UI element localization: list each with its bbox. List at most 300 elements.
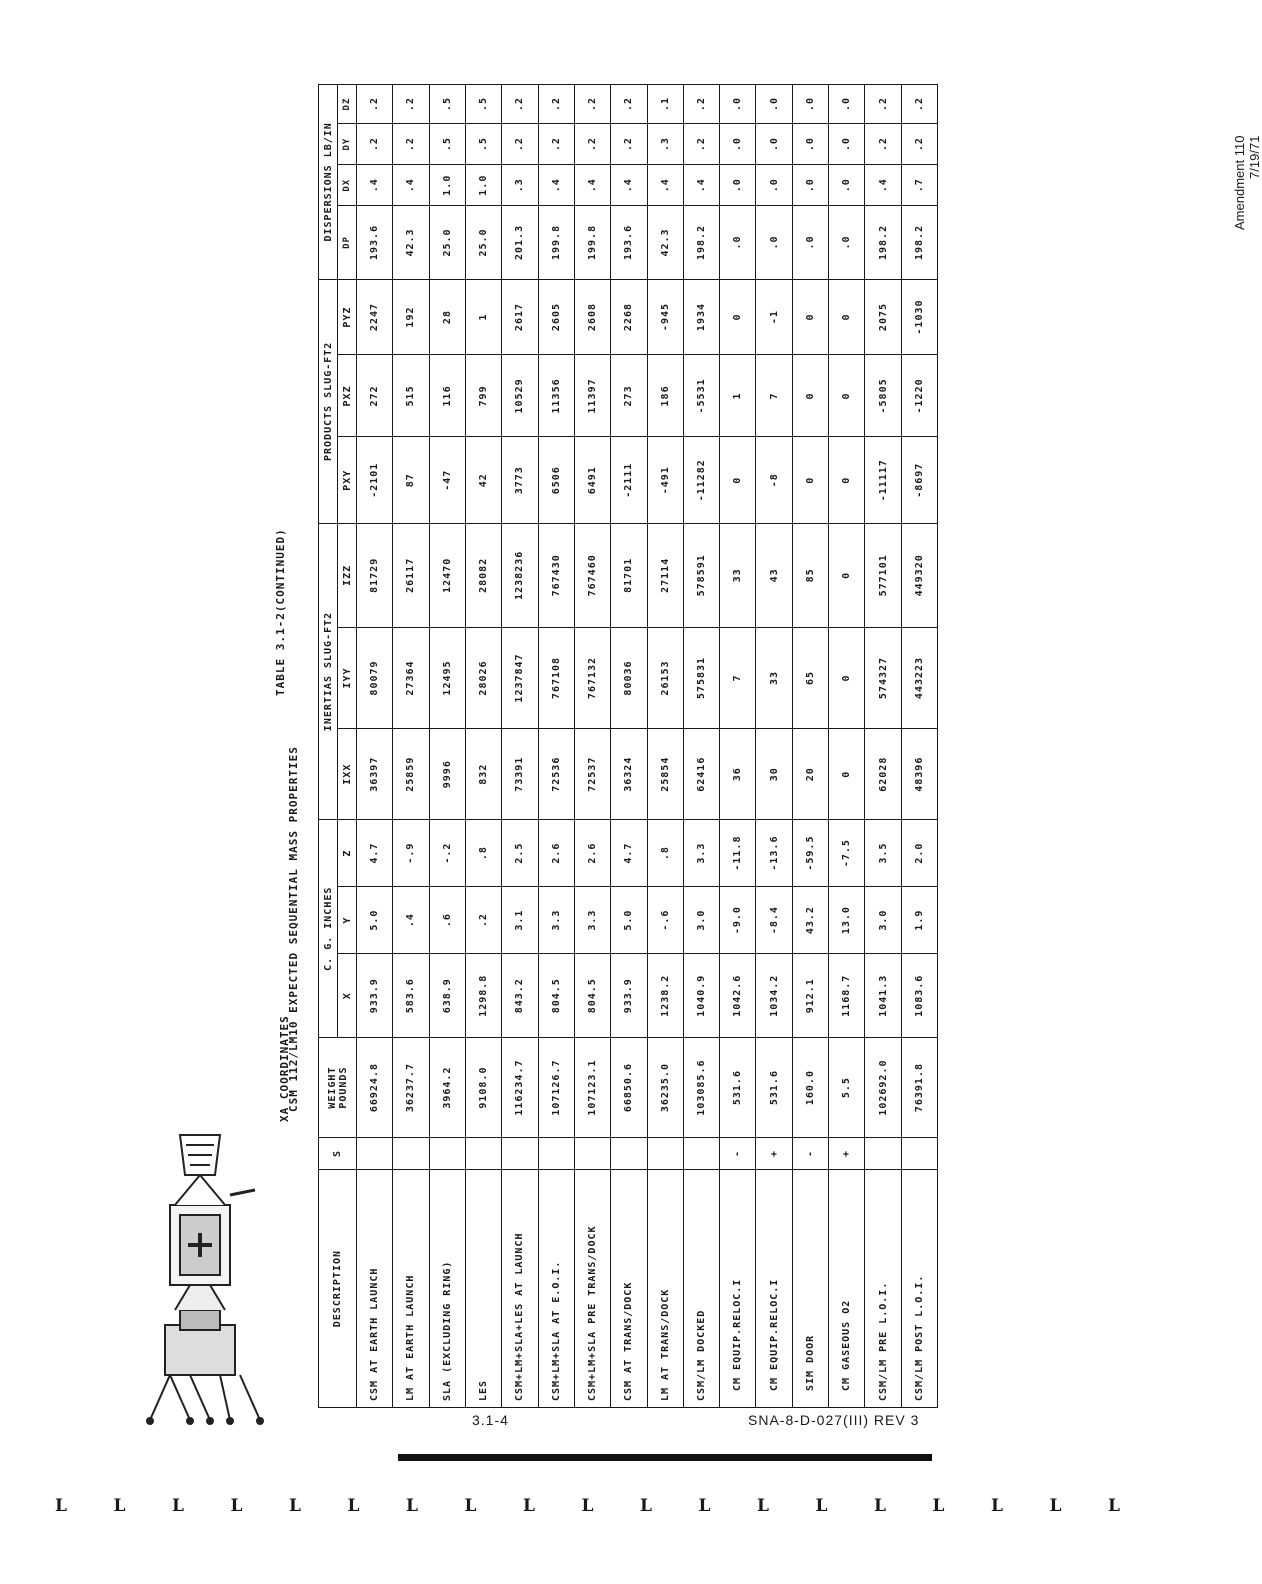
row-description: CSM+LM+SLA+LES AT LAUNCH bbox=[502, 1170, 538, 1408]
row-description: CSM AT EARTH LAUNCH bbox=[357, 1170, 393, 1408]
table-cell: 3.3 bbox=[683, 820, 719, 887]
table-cell: .2 bbox=[611, 124, 647, 165]
tab-mark: L bbox=[815, 1496, 828, 1516]
table-cell: 443223 bbox=[901, 627, 937, 729]
table-cell: 62028 bbox=[865, 729, 901, 820]
table-row bbox=[538, 85, 574, 1408]
table-row bbox=[574, 85, 610, 1408]
tab-mark: L bbox=[523, 1496, 535, 1516]
tab-mark: L bbox=[874, 1496, 886, 1516]
table-cell: 0 bbox=[829, 523, 865, 627]
table-cell: 3.3 bbox=[574, 887, 610, 954]
table-cell: -.2 bbox=[429, 820, 465, 887]
table-cell: .0 bbox=[829, 85, 865, 124]
table-cell: -5805 bbox=[865, 355, 901, 437]
spacecraft-illustration bbox=[130, 1135, 270, 1435]
table-cell: .0 bbox=[792, 206, 828, 279]
table-row bbox=[647, 85, 683, 1408]
table-cell bbox=[574, 1137, 610, 1169]
tab-mark: L bbox=[172, 1496, 184, 1516]
table-cell: .2 bbox=[683, 124, 719, 165]
table-cell: .0 bbox=[792, 124, 828, 165]
table-cell: 2605 bbox=[538, 279, 574, 355]
table-cell: .3 bbox=[647, 124, 683, 165]
table-cell: -11.8 bbox=[720, 820, 756, 887]
table-cell: 4.7 bbox=[357, 820, 393, 887]
table-cell: 2617 bbox=[502, 279, 538, 355]
table-cell: 531.6 bbox=[756, 1038, 792, 1137]
table-cell: .4 bbox=[865, 165, 901, 206]
row-description: LES bbox=[465, 1170, 501, 1408]
table-cell: 42.3 bbox=[647, 206, 683, 279]
document-id: SNA-8-D-027(III) REV 3 bbox=[748, 1412, 920, 1428]
table-cell: .0 bbox=[829, 206, 865, 279]
table-cell: 804.5 bbox=[574, 954, 610, 1038]
table-cell: .0 bbox=[720, 85, 756, 124]
row-description: CM EQUIP.RELOC.I bbox=[720, 1170, 756, 1408]
table-cell: 65 bbox=[792, 627, 828, 729]
table-cell: 36235.0 bbox=[647, 1038, 683, 1137]
table-cell: 193.6 bbox=[611, 206, 647, 279]
table-row bbox=[502, 85, 538, 1408]
table-cell: .0 bbox=[756, 165, 792, 206]
table-cell: 2.6 bbox=[538, 820, 574, 887]
table-cell: 0 bbox=[829, 627, 865, 729]
table-cell bbox=[538, 1137, 574, 1169]
table-cell: - bbox=[792, 1137, 828, 1169]
table-cell: -.9 bbox=[393, 820, 429, 887]
table-cell: -1220 bbox=[901, 355, 937, 437]
table-cell: .2 bbox=[538, 124, 574, 165]
coordinates-label: XA COORDINATES bbox=[278, 1015, 291, 1122]
table-cell: 198.2 bbox=[683, 206, 719, 279]
table-cell: 515 bbox=[393, 355, 429, 437]
table-cell: 2075 bbox=[865, 279, 901, 355]
table-cell: .2 bbox=[865, 85, 901, 124]
table-cell: .2 bbox=[538, 85, 574, 124]
table-cell: 3.5 bbox=[865, 820, 901, 887]
table-cell: 72537 bbox=[574, 729, 610, 820]
table-row bbox=[720, 85, 756, 1408]
table-cell: 0 bbox=[829, 279, 865, 355]
table-cell: 638.9 bbox=[429, 954, 465, 1038]
table-cell: 85 bbox=[792, 523, 828, 627]
table-row bbox=[829, 85, 865, 1408]
table-cell: 192 bbox=[393, 279, 429, 355]
table-row bbox=[465, 85, 501, 1408]
table-cell: 1238.2 bbox=[647, 954, 683, 1038]
table-cell: 36237.7 bbox=[393, 1038, 429, 1137]
col-weight bbox=[319, 1038, 357, 1137]
table-cell: 25.0 bbox=[465, 206, 501, 279]
table-cell: 0 bbox=[720, 437, 756, 523]
table-cell bbox=[393, 1137, 429, 1169]
col-dispersions: DISPERSIONS LB/IN bbox=[319, 85, 338, 280]
table-cell: 6491 bbox=[574, 437, 610, 523]
row-description: CSM+LM+SLA AT E.O.I. bbox=[538, 1170, 574, 1408]
table-cell: -11282 bbox=[683, 437, 719, 523]
table-row bbox=[429, 85, 465, 1408]
table-cell: .2 bbox=[502, 85, 538, 124]
table-cell: 3.3 bbox=[538, 887, 574, 954]
table-cell: 33 bbox=[756, 627, 792, 729]
col-dz: DZ bbox=[338, 85, 357, 124]
table-cell: .0 bbox=[756, 124, 792, 165]
table-cell: 25854 bbox=[647, 729, 683, 820]
table-cell: 36324 bbox=[611, 729, 647, 820]
table-cell bbox=[465, 1137, 501, 1169]
table-cell: 575831 bbox=[683, 627, 719, 729]
table-cell bbox=[865, 1137, 901, 1169]
footer-rule bbox=[398, 1454, 932, 1461]
table-cell: 11397 bbox=[574, 355, 610, 437]
table-cell bbox=[502, 1137, 538, 1169]
table-cell: 80079 bbox=[357, 627, 393, 729]
table-cell: 43 bbox=[756, 523, 792, 627]
row-description: CSM/LM POST L.O.I. bbox=[901, 1170, 937, 1408]
col-dx: DX bbox=[338, 165, 357, 206]
table-cell: 3773 bbox=[502, 437, 538, 523]
table-cell: 3.0 bbox=[865, 887, 901, 954]
table-cell: 933.9 bbox=[611, 954, 647, 1038]
tab-mark: L bbox=[289, 1496, 301, 1516]
table-cell: 81701 bbox=[611, 523, 647, 627]
table-cell: 531.6 bbox=[720, 1038, 756, 1137]
table-cell: 1 bbox=[720, 355, 756, 437]
table-cell: .4 bbox=[357, 165, 393, 206]
table-cell: 1 bbox=[465, 279, 501, 355]
table-cell: 449320 bbox=[901, 523, 937, 627]
table-cell: .4 bbox=[647, 165, 683, 206]
tab-mark: L bbox=[991, 1496, 1003, 1516]
table-cell: 2268 bbox=[611, 279, 647, 355]
table-cell: 574327 bbox=[865, 627, 901, 729]
amendment-date: 7/19/71 bbox=[1247, 135, 1262, 179]
table-cell: 2.6 bbox=[574, 820, 610, 887]
table-cell: .8 bbox=[647, 820, 683, 887]
table-cell: 199.8 bbox=[538, 206, 574, 279]
table-cell: 66924.8 bbox=[357, 1038, 393, 1137]
table-row bbox=[756, 85, 792, 1408]
table-cell: 0 bbox=[829, 729, 865, 820]
table-cell: -59.5 bbox=[792, 820, 828, 887]
table-cell: 160.0 bbox=[792, 1038, 828, 1137]
table-cell: 4.7 bbox=[611, 820, 647, 887]
table-cell: 81729 bbox=[357, 523, 393, 627]
table-cell: 102692.0 bbox=[865, 1038, 901, 1137]
table-cell: 1934 bbox=[683, 279, 719, 355]
table-cell: 933.9 bbox=[357, 954, 393, 1038]
table-cell: 0 bbox=[720, 279, 756, 355]
table-cell: -8 bbox=[756, 437, 792, 523]
row-description: CSM AT TRANS/DOCK bbox=[611, 1170, 647, 1408]
table-cell: .5 bbox=[429, 124, 465, 165]
table-cell: 578591 bbox=[683, 523, 719, 627]
col-y: Y bbox=[338, 887, 357, 954]
table-cell: 73391 bbox=[502, 729, 538, 820]
table-cell: 30 bbox=[756, 729, 792, 820]
table-cell: .2 bbox=[865, 124, 901, 165]
row-description: CSM/LM DOCKED bbox=[683, 1170, 719, 1408]
table-cell: -13.6 bbox=[756, 820, 792, 887]
table-cell: 13.0 bbox=[829, 887, 865, 954]
table-cell: 3.0 bbox=[683, 887, 719, 954]
table-cell: 28026 bbox=[465, 627, 501, 729]
table-cell: .0 bbox=[756, 85, 792, 124]
table-cell: 1.9 bbox=[901, 887, 937, 954]
table-cell: 201.3 bbox=[502, 206, 538, 279]
table-cell: .0 bbox=[792, 165, 828, 206]
table-cell: 273 bbox=[611, 355, 647, 437]
table-cell: 26117 bbox=[393, 523, 429, 627]
col-weight-line2: POUNDS bbox=[337, 1066, 349, 1109]
table-cell: 767132 bbox=[574, 627, 610, 729]
table-cell: .0 bbox=[720, 124, 756, 165]
tab-mark: L bbox=[1108, 1496, 1120, 1516]
table-cell: 27114 bbox=[647, 523, 683, 627]
col-description: DESCRIPTION bbox=[319, 1170, 357, 1408]
tab-mark: L bbox=[698, 1496, 711, 1516]
table-cell: .3 bbox=[502, 165, 538, 206]
row-description: CM GASEOUS O2 bbox=[829, 1170, 865, 1408]
col-x: X bbox=[338, 954, 357, 1038]
table-cell: 12495 bbox=[429, 627, 465, 729]
table-cell: 27364 bbox=[393, 627, 429, 729]
table-cell: 799 bbox=[465, 355, 501, 437]
table-cell: 87 bbox=[393, 437, 429, 523]
table-cell: 1.0 bbox=[429, 165, 465, 206]
row-description: SLA (EXCLUDING RING) bbox=[429, 1170, 465, 1408]
row-description: SIM DOOR bbox=[792, 1170, 828, 1408]
table-cell: 2.0 bbox=[901, 820, 937, 887]
table-cell: .2 bbox=[393, 85, 429, 124]
tab-mark: L bbox=[347, 1496, 360, 1516]
table-cell bbox=[647, 1137, 683, 1169]
table-cell: -1030 bbox=[901, 279, 937, 355]
table-cell: .2 bbox=[357, 85, 393, 124]
table-cell bbox=[683, 1137, 719, 1169]
table-cell: .2 bbox=[465, 887, 501, 954]
table-cell: 103085.6 bbox=[683, 1038, 719, 1137]
table-cell: 80036 bbox=[611, 627, 647, 729]
table-row bbox=[792, 85, 828, 1408]
table-cell: 2608 bbox=[574, 279, 610, 355]
tab-mark: L bbox=[464, 1496, 477, 1516]
table-cell: 5.5 bbox=[829, 1038, 865, 1137]
table-cell: -8697 bbox=[901, 437, 937, 523]
table-cell: .0 bbox=[829, 124, 865, 165]
table-cell: .2 bbox=[901, 85, 937, 124]
col-izz: IZZ bbox=[338, 523, 357, 627]
table-cell: 11356 bbox=[538, 355, 574, 437]
table-cell: 28 bbox=[429, 279, 465, 355]
table-cell: .2 bbox=[502, 124, 538, 165]
tab-mark: L bbox=[581, 1496, 594, 1516]
table-cell: .2 bbox=[683, 85, 719, 124]
table-cell: 25859 bbox=[393, 729, 429, 820]
table-cell: 0 bbox=[792, 437, 828, 523]
table-cell: .2 bbox=[574, 124, 610, 165]
table-cell: -945 bbox=[647, 279, 683, 355]
col-s: S bbox=[319, 1137, 357, 1169]
table-cell: 28082 bbox=[465, 523, 501, 627]
table-cell: 272 bbox=[357, 355, 393, 437]
table-cell: + bbox=[829, 1137, 865, 1169]
amendment-stamp bbox=[1232, 136, 1262, 230]
col-pyz: PYZ bbox=[338, 279, 357, 355]
table-cell: 3.1 bbox=[502, 887, 538, 954]
table-cell: 66850.6 bbox=[611, 1038, 647, 1137]
table-cell bbox=[611, 1137, 647, 1169]
table-cell: -9.0 bbox=[720, 887, 756, 954]
col-dy: DY bbox=[338, 124, 357, 165]
table-cell: 583.6 bbox=[393, 954, 429, 1038]
table-cell: -1 bbox=[756, 279, 792, 355]
table-cell: -5531 bbox=[683, 355, 719, 437]
table-cell: 912.1 bbox=[792, 954, 828, 1038]
table-cell: 2247 bbox=[357, 279, 393, 355]
table-title: CSM 112/LM10 EXPECTED SEQUENTIAL MASS PROPERTIES bbox=[287, 746, 300, 1112]
table-cell: 48396 bbox=[901, 729, 937, 820]
tab-mark: L bbox=[640, 1496, 652, 1516]
table-cell: 9996 bbox=[429, 729, 465, 820]
table-cell: -2111 bbox=[611, 437, 647, 523]
table-cell: 26153 bbox=[647, 627, 683, 729]
table-cell: .2 bbox=[393, 124, 429, 165]
table-cell: 42.3 bbox=[393, 206, 429, 279]
table-cell: 43.2 bbox=[792, 887, 828, 954]
table-cell: .2 bbox=[574, 85, 610, 124]
col-dp: DP bbox=[338, 206, 357, 279]
table-cell: 1034.2 bbox=[756, 954, 792, 1038]
col-weight-line1: WEIGHT bbox=[326, 1066, 338, 1109]
table-cell: 5.0 bbox=[357, 887, 393, 954]
table-cell: .5 bbox=[429, 85, 465, 124]
table-row bbox=[901, 85, 937, 1408]
col-cg: C. G. INCHES bbox=[319, 820, 338, 1038]
row-description: CM EQUIP.RELOC.I bbox=[756, 1170, 792, 1408]
table-cell: 1298.8 bbox=[465, 954, 501, 1038]
table-cell: 7 bbox=[756, 355, 792, 437]
table-cell: -47 bbox=[429, 437, 465, 523]
table-row bbox=[611, 85, 647, 1408]
row-description: LM AT TRANS/DOCK bbox=[647, 1170, 683, 1408]
table-cell: 843.2 bbox=[502, 954, 538, 1038]
tab-mark: L bbox=[230, 1496, 243, 1516]
tab-index-marks bbox=[55, 1497, 1175, 1517]
table-cell: 1041.3 bbox=[865, 954, 901, 1038]
table-cell: 9108.0 bbox=[465, 1038, 501, 1137]
table-cell: 36 bbox=[720, 729, 756, 820]
mass-properties-table bbox=[318, 84, 938, 1408]
table-cell: 199.8 bbox=[574, 206, 610, 279]
table-cell: + bbox=[756, 1137, 792, 1169]
table-cell: 198.2 bbox=[901, 206, 937, 279]
table-number: TABLE 3.1-2(CONTINUED) bbox=[274, 528, 287, 696]
table-cell bbox=[429, 1137, 465, 1169]
table-cell: 2.5 bbox=[502, 820, 538, 887]
table-row bbox=[865, 85, 901, 1408]
page-number: 3.1-4 bbox=[472, 1412, 509, 1428]
table-cell: 116 bbox=[429, 355, 465, 437]
tab-mark: L bbox=[55, 1496, 67, 1516]
table-cell: .4 bbox=[683, 165, 719, 206]
table-cell: -2101 bbox=[357, 437, 393, 523]
table-cell: .4 bbox=[393, 165, 429, 206]
table-cell: - bbox=[720, 1137, 756, 1169]
table-cell: 1040.9 bbox=[683, 954, 719, 1038]
table-cell: 1.0 bbox=[465, 165, 501, 206]
row-description: LM AT EARTH LAUNCH bbox=[393, 1170, 429, 1408]
col-products: PRODUCTS SLUG-FT2 bbox=[319, 279, 338, 523]
table-cell: 804.5 bbox=[538, 954, 574, 1038]
table-cell: 62416 bbox=[683, 729, 719, 820]
table-cell: 1042.6 bbox=[720, 954, 756, 1038]
amendment-number: Amendment 110 bbox=[1232, 135, 1247, 230]
table-cell: -.6 bbox=[647, 887, 683, 954]
table-cell: .5 bbox=[465, 124, 501, 165]
tab-mark: L bbox=[406, 1496, 418, 1516]
table-cell: 1238236 bbox=[502, 523, 538, 627]
table-cell: 198.2 bbox=[865, 206, 901, 279]
table-cell: 1237847 bbox=[502, 627, 538, 729]
table-cell: .4 bbox=[538, 165, 574, 206]
table-cell: 5.0 bbox=[611, 887, 647, 954]
table-cell: 107123.1 bbox=[574, 1038, 610, 1137]
table-row bbox=[357, 85, 393, 1408]
table-cell: .0 bbox=[792, 85, 828, 124]
table-cell: 193.6 bbox=[357, 206, 393, 279]
col-pxy: PXY bbox=[338, 437, 357, 523]
table-cell: 20 bbox=[792, 729, 828, 820]
table-cell: 6506 bbox=[538, 437, 574, 523]
table-cell bbox=[357, 1137, 393, 1169]
table-cell: 12470 bbox=[429, 523, 465, 627]
table-cell: 577101 bbox=[865, 523, 901, 627]
row-description: CSM+LM+SLA PRE TRANS/DOCK bbox=[574, 1170, 610, 1408]
table-cell: 42 bbox=[465, 437, 501, 523]
table-cell: .0 bbox=[829, 165, 865, 206]
table-cell: -491 bbox=[647, 437, 683, 523]
table-cell: .0 bbox=[720, 206, 756, 279]
table-cell: .5 bbox=[465, 85, 501, 124]
table-cell: 0 bbox=[829, 355, 865, 437]
table-cell: 3964.2 bbox=[429, 1038, 465, 1137]
table-cell: .4 bbox=[393, 887, 429, 954]
col-inertias: INERTIAS SLUG-FT2 bbox=[319, 523, 338, 819]
table-cell: -8.4 bbox=[756, 887, 792, 954]
table-cell: .6 bbox=[429, 887, 465, 954]
table-cell: 186 bbox=[647, 355, 683, 437]
tab-mark: L bbox=[1049, 1496, 1062, 1516]
table-cell: 10529 bbox=[502, 355, 538, 437]
table-cell: .0 bbox=[720, 165, 756, 206]
table-cell: 1168.7 bbox=[829, 954, 865, 1038]
table-cell: 832 bbox=[465, 729, 501, 820]
tab-mark: L bbox=[932, 1496, 945, 1516]
table-cell: .0 bbox=[756, 206, 792, 279]
table-cell: 116234.7 bbox=[502, 1038, 538, 1137]
table-cell bbox=[901, 1137, 937, 1169]
table-cell: 76391.8 bbox=[901, 1038, 937, 1137]
table-cell: .2 bbox=[611, 85, 647, 124]
tab-mark: L bbox=[757, 1496, 769, 1516]
table-cell: .4 bbox=[574, 165, 610, 206]
table-cell: 7 bbox=[720, 627, 756, 729]
table-cell: 33 bbox=[720, 523, 756, 627]
table-cell: 107126.7 bbox=[538, 1038, 574, 1137]
table-cell: 767108 bbox=[538, 627, 574, 729]
